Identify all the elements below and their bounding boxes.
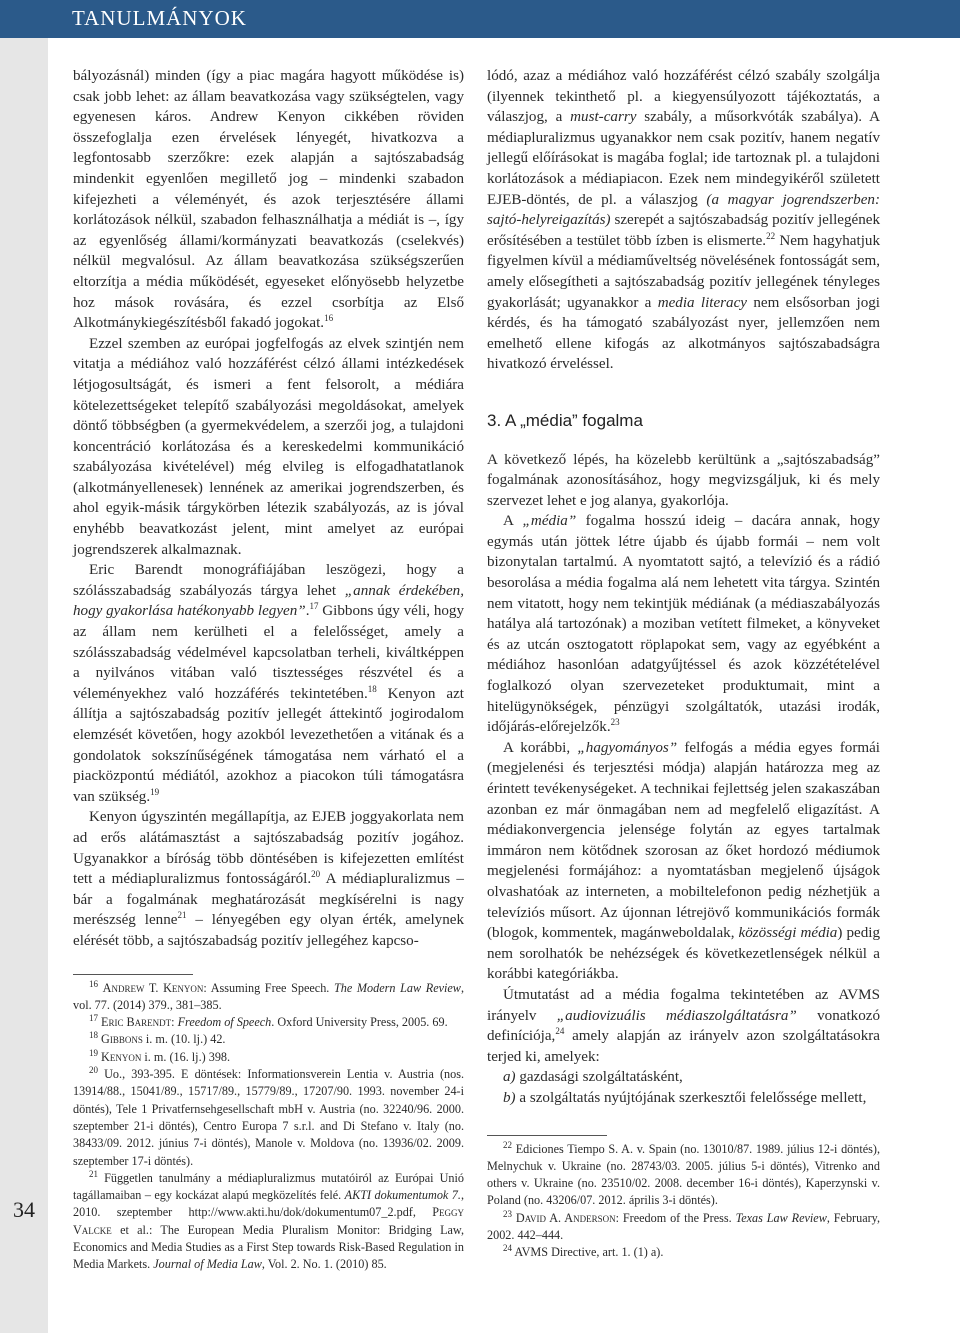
header-bar (0, 0, 960, 38)
left-column (73, 66, 464, 1274)
paragraph: Kenyon úgyszintén megállapítja, az EJEB joggyakorlata nem ad erős alátámasztást a sajtószabadság pozitív jogához. Ugyanakkor a bíróság több döntésében is kifejezetten említést tett a médiapluralizmus fontosságáról.$^{20}$ A médiapluralizmus – bár a fogalmának meghatározását megkísérelni is nagy merészség lenne$^{21}$ – lényegében egy olyan érték, amelynek elérését több, a sajtószabadság pozitív jellegéhez kapcso- (73, 809, 464, 949)
footnote-19: $^{19}$ Kenyon i. m. (16. lj.) 398. (89, 1047, 231, 1064)
paragraph: bályozásnál) minden (így a piac magára hagyott működése is) csak jobb lehet: az állam beavatkozása vagy szükségtelen, vagy egyenesen káros. Andrew Kenyon cikkében röviden összefoglalja ezen érvelések lényegét, hivatkozva a legfontosabb szerzőkre: ezek alapján a sajtószabadság mindenkit egyenlően megillető jog – mindenki szabadon kifejezheti a véleményét, és azok terjesztésére állami korlátozások nélkül, szabadon felhasználhatja a médiát is –, így az egyenlőség állami/kormányzati beavatkozás (cselekvés) nélkül megvalósul. Az állam beavatkozása szükségszerűen eltorzítja a média működését, egyeseket előnyösebb helyzetbe hoz mások rovására, és ezzel csorbítja az Első Alkotmánykiegészítésből fakadó jogokat.$^{16}$ (73, 68, 464, 332)
paragraph: A „média” fogalma hosszú ideig – dacára annak, hogy egymás után jöttek létre újabb és újabb formái – nem volt bizonytalan tartalmú. A nyomtatott sajtó, a televízió és a rádió besorolása a média fogalma alá nem lehetett vita tárgya. Szintén nem vitatott, hogy nem tekintjük médiának (a médiaszabályozás hatálya alá tartozónak) a moziban vetített filmeket, a könyveket és az utcán osztogatott röplapokat sem, vagy az egyébként a médiához hasonlóan adatgyűjtéssel és azok közzétételével foglalkozó olyan szervezeteket produktumait, mint a hitelügynökségek, pénzügyi szolgáltatók, utazási irodák, időjárás-előrejelzők.$^{23}$ (487, 513, 881, 736)
paragraph: Útmutatást ad a média fogalma tekintetében az AVMS irányelv „audiovizuális médiaszolgáltatásra” vonatkozó definíciója,$^{24}$ amely alapján az irányelv azon szolgáltatásokra terjed ki, amelyek: (487, 986, 880, 1065)
paragraph: lódó, azaz a médiához való hozzáférést célzó szabály szolgálja (ilyennek tekinthető pl. a kiegyensúlyozott tájékoztatás, a válaszjog, a must-carry szabály, a műsorkvóták szabálya). A médiapluralizmus ugyanakkor nem csak pozitív, hanem negatív jellegű előírásokat is magába foglal; ide tartoznak pl. a tulajdoni korlátozások a médiapiacon. Ezek nem mindegyikéről született EJEB-döntés, de pl. a válaszjog (a magyar jogrendszerben: sajtó-helyreigazítás) szerepét a sajtószabadság pozitív jellegének erősítésében a testület több ízben is elismerte.$^{22}$ Nem hagyhatjuk figyelmen kívül a médiaműveltség növelésének fontosságát sem, amely elősegítheti a sajtószabadság pozitív jellegének tényleges gyakorlását; ugyanakkor a media literacy nem elsősorban jogi kérdés, és ha támogató szabályozást nyer, jellemzően nem emelhető ellene kifogás az alkotmányos sajtószabadságra hivatkozó érveléssel. (487, 68, 880, 373)
footnote-17: $^{17}$ Eric Barendt: Freedom of Speech. Oxford University Press, 2005. 69. (89, 1013, 448, 1030)
paragraph: A korábbi, „hagyományos” felfogás a média egyes formái (megjelenési és terjesztési módja) alapján határozza meg az érintett tevékenységeket. A technikai fejlettség jelen szakaszában azonban ez már önmagában nem ad megfelelő eligazítást. A médiakonvergencia jelensége folytán az egyes tartalmak immáron nem kötődnek szorosan az őket hordozó médiumok megjelenési formájához: a nyomtatásban megjelenő újságok olvashatóak az interneten, a mobiltelefonon pedig nézhetjük a televíziós műsort. Az újonnan létrejövő kommunikációs formák (blogok, kommentek, magánweboldalak, közösségi média) pedig nem sorolhatók be nehézségek és következetlenségek nélkül a korábbi kategóriákba. (487, 739, 880, 983)
section-heading: 3. A „média” fogalma (487, 410, 643, 430)
footnote-22: $^{22}$ Ediciones Tiempo S. A. v. Spain (no. 13010/87. 1989. július 12-i döntés), Melnychuk v. Ukraine (no. 28743/03. 2005. július 5-i döntés), Vitrenko and others v. Ukraine (no. 23510/02. 2008. december 16-i döntés), Kaperzynski v. Poland (no. 43206/07. 2012. április 3-i döntés). (487, 1139, 880, 1208)
footnote-rule (73, 974, 193, 975)
side-band (0, 38, 48, 1333)
right-column (487, 66, 880, 1262)
page-number: 34 (13, 1197, 35, 1222)
list-item: b) a szolgáltatás nyújtójának szerkesztői felelőssége mellett, (503, 1089, 867, 1106)
footnote-rule (487, 1135, 607, 1136)
section-label: TANULMÁNYOK (72, 6, 247, 30)
paragraph: A következő lépés, ha közelebb kerültünk a „sajtószabadság” fogalmának azonosításához, hogy megvizsgáljuk, ki és mely szervezet lehet e jog alanya, gyakorlója. (487, 451, 880, 509)
footnote-23: $^{23}$ David A. Anderson: Freedom of the Press. Texas Law Review, February, 2002. 442–444. (487, 1208, 881, 1242)
paragraph: Ezzel szemben az európai jogfelfogás az elvek szintjén nem vitatja a médiához való hozzáférést célzó állami intézkedések létjogosultságát, és ismeri a fent felsorolt, a médiára kötelezettségeket telepítő szabályozási megoldásokat, amelyek döntő többségben (a gyermekvédelem, a szerzői jog, a tulajdoni koncentráció korlátozása és a kereskedelmi kommunikáció szabályozása kivételével) még elvileg is elfogadhatatlanok (alkotmányellenesek) lennének az amerikai jogrendszerben, és ahol egyik-másik tárgykörben létezik szabályozás, az is jóval enyhébb beavatkozást jelent, mint amelyet az európai jogrendszerek alkalmaznak. (73, 335, 464, 558)
footnote-16: $^{16}$ Andrew T. Kenyon: Assuming Free Speech. The Modern Law Review, vol. 77. (2014) 379., 381–385. (73, 978, 464, 1012)
list-item: a) gazdasági szolgáltatásként, (503, 1069, 683, 1086)
footnote-20: $^{20}$ Uo., 393-395. E döntések: Informationsverein Lentia v. Austria (nos. 13914/88., 15041/89., 15717/89., 15779/89., 17207/90. 1993. november 24-i döntés), Tele 1 Privatfernsehgesellschaft mbH v. Austria (no. 32240/96. 2000. szeptember 21-i döntés), Centro Europa 7 s.r.l. and Di Stefano v. Italy (no. 38433/09. 2012. június 7-i döntés), Manole v. Moldova (no. 13936/02. 2009. szeptember 17-i döntés). (73, 1064, 465, 1168)
footnote-18: $^{18}$ Gibbons i. m. (10. lj.) 42. (89, 1030, 226, 1047)
footnotes-left (73, 980, 464, 1274)
paragraph: Eric Barendt monográfiájában leszögezi, hogy a szólásszabadság szabályozás tárgya lehet „annak érdekében, hogy gyakorlása hatékonyabb legyen”.$^{17}$ Gibbons úgy véli, hogy az állam nem kerülheti el a felelősséget, amely a szólásszabadság védelmével kapcsolatban terheli, kiváltképpen a nyilvános vitában való tisztességes részvétel és a véleményekhez való hozzáférés tekintetében.$^{18}$ Kenyon azt állítja a sajtószabadság pozitív jellegét áttekintő jogirodalom elemzését követően, hogy azokból levezethetően a vitának és a gondolatok sokszínűségének támogatása nem várható el a piacközpontú médiától, azokhoz a piacokon túli támogatásra van szükség.$^{19}$ (73, 562, 465, 805)
footnote-24: $^{24}$ AVMS Directive, art. 1. (1) a). (503, 1243, 664, 1260)
footnote-21: $^{21}$ Független tanulmány a médiapluralizmus mutatóiról az Európai Unió tagállamaiban – egy kockázat alapú megközelítés felé. AKTI dokumentumok 7., 2010. szeptember http://www.akti.hu/dok/dokumentum07_2.pdf, Peggy Valcke et al.: The European Media Pluralism Monitor: Bridging Law, Economics and Media Studies as a First Step towards Risk-Based Regulation in Media Markets. Journal of Media Law, Vol. 2. No. 1. (2010) 85. (73, 1168, 465, 1272)
footnotes-right (487, 1141, 880, 1262)
